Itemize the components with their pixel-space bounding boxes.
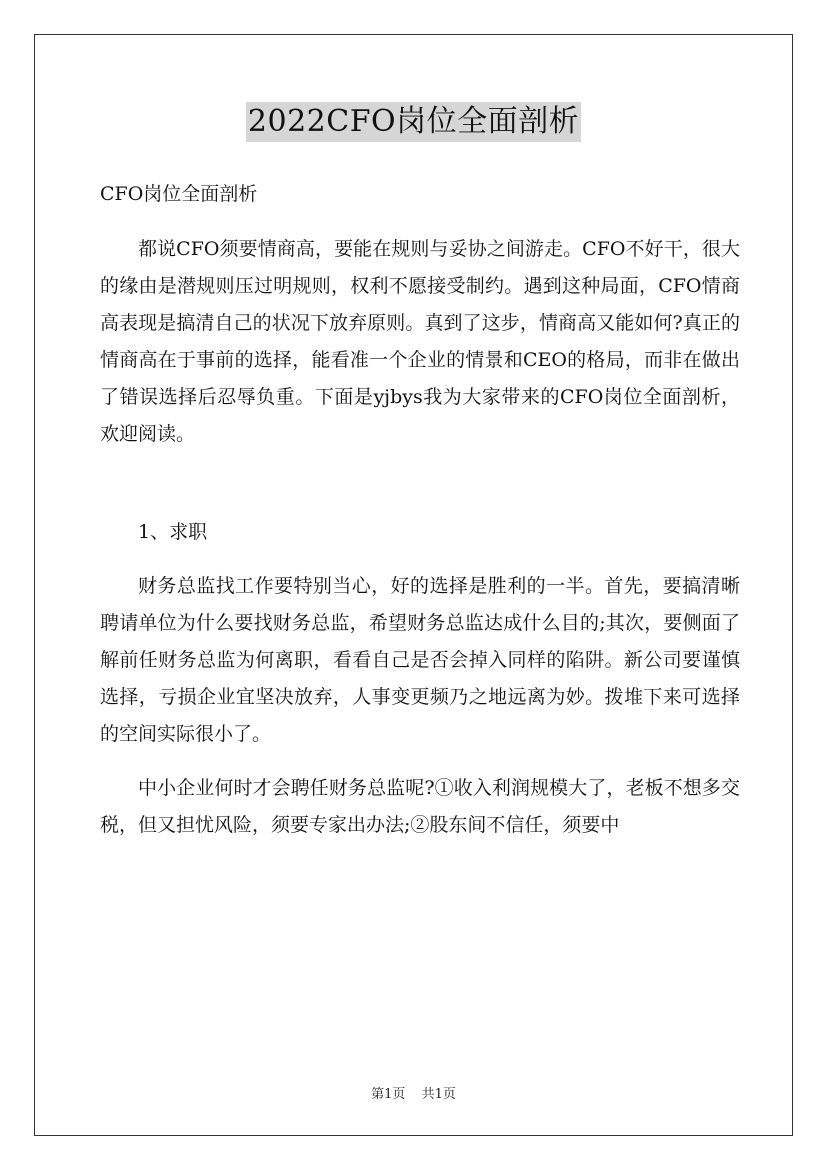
page-footer (0, 1083, 827, 1102)
page-number: 第1页 (371, 1087, 406, 1102)
page-total: 共1页 (421, 1087, 456, 1102)
document-subtitle: CFO岗位全面剖析 (100, 183, 258, 205)
paragraph-gap (100, 470, 740, 514)
section-paragraph-2: 中小企业何时才会聘任财务总监呢?①收入利润规模大了，老板不想多交税，但又担忧风险，须要专家出办法;②股东间不信任，须要中 (100, 777, 740, 836)
intro-paragraph: 都说CFO须要情商高，要能在规则与妥协之间游走。CFO不好干，很大的缘由是潜规则压过明规则，权利不愿接受制约。遇到这种局面，CFO情商高表现是搞清自己的状况下放弃原则。真到了这步，情商高又能如何?真正的情商高在于事前的选择，能看准一个企业的情景和CEO的格局，而非在做出了错误选择后忍辱负重。下面是yjbys我为大家带来的CFO岗位全面剖析，欢迎阅读。 (100, 238, 740, 445)
title-container (0, 102, 827, 142)
section-heading: 1、求职 (138, 521, 208, 543)
section-paragraph-1: 财务总监找工作要特别当心，好的选择是胜利的一半。首先，要搞清晰聘请单位为什么要找财务总监，希望财务总监达成什么目的;其次，要侧面了解前任财务总监为何离职，看看自己是否会掉入同样的陷阱。新公司要谨慎选择，亏损企业宜坚决放弃，人事变更频乃之地远离为妙。拨堆下来可选择的空间实际很小了。 (100, 575, 740, 745)
document-body (100, 176, 740, 861)
document-title: 2022CFO岗位全面剖析 (246, 102, 581, 142)
